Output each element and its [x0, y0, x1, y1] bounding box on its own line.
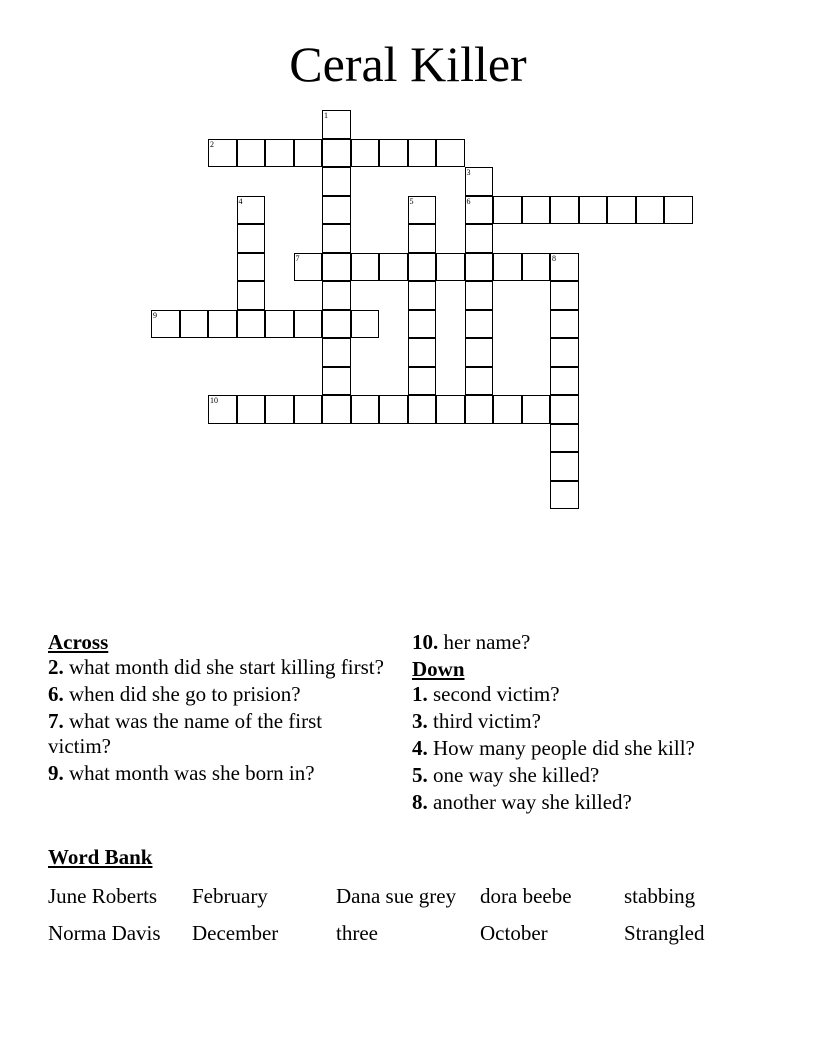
cell-number: 3 [466, 168, 471, 177]
crossword-cell[interactable] [465, 395, 494, 424]
word-bank-word: June Roberts [48, 884, 158, 908]
word-bank-word: Dana sue grey [336, 884, 457, 908]
crossword-cell[interactable] [436, 253, 465, 282]
crossword-cell[interactable] [493, 196, 522, 225]
word-bank-word: Norma Davis [48, 921, 161, 945]
crossword-cell[interactable] [351, 310, 380, 339]
clue-text: what month did she start killing first? [69, 655, 384, 679]
crossword-cell[interactable] [522, 395, 551, 424]
clue-text: another way she killed? [433, 790, 632, 814]
clue-number: 8. [412, 790, 428, 814]
crossword-cell[interactable] [237, 196, 266, 225]
crossword-cell[interactable] [265, 139, 294, 168]
crossword-cell[interactable] [465, 167, 494, 196]
clue-text: one way she killed? [433, 763, 600, 787]
crossword-cell[interactable] [351, 139, 380, 168]
crossword-cell[interactable] [408, 338, 437, 367]
crossword-cell[interactable] [408, 281, 437, 310]
crossword-cell[interactable] [550, 310, 579, 339]
word-bank-word: December [192, 921, 279, 945]
down-heading: Down [412, 657, 465, 681]
across-heading: Across [48, 630, 109, 654]
clue-text: How many people did she kill? [433, 736, 695, 760]
word-bank-word: three [336, 921, 378, 945]
clue-number: 5. [412, 763, 428, 787]
crossword-cell[interactable] [607, 196, 636, 225]
crossword-cell[interactable] [550, 253, 579, 282]
crossword-cell[interactable] [237, 224, 266, 253]
crossword-cell[interactable] [237, 310, 266, 339]
crossword-cell[interactable] [322, 338, 351, 367]
clue-number: 6. [48, 682, 64, 706]
crossword-cell[interactable] [322, 253, 351, 282]
word-bank-title: Word Bank [48, 845, 153, 869]
clue-number: 2. [48, 655, 64, 679]
crossword-cell[interactable] [322, 395, 351, 424]
crossword-cell[interactable] [208, 310, 237, 339]
clue-down-3 [412, 709, 782, 734]
crossword-cell[interactable] [294, 395, 323, 424]
crossword-cell[interactable] [322, 281, 351, 310]
puzzle-title: Ceral Killer [289, 36, 527, 92]
clue-number: 10. [412, 630, 439, 654]
crossword-cell[interactable] [379, 139, 408, 168]
clue-number: 7. [48, 709, 64, 733]
crossword-cell[interactable] [237, 253, 266, 282]
cell-number: 1 [324, 111, 328, 120]
clue-across-7 [48, 709, 388, 759]
crossword-cell[interactable] [522, 253, 551, 282]
cell-number: 8 [552, 253, 556, 263]
crossword-cell[interactable] [465, 281, 494, 310]
crossword-cell[interactable] [465, 310, 494, 339]
crossword-cell[interactable] [265, 395, 294, 424]
clue-number: 9. [48, 761, 64, 785]
clue-across-10 [412, 630, 782, 655]
clue-down-4 [412, 736, 782, 761]
crossword-cell[interactable] [408, 224, 437, 253]
crossword-cell[interactable] [493, 395, 522, 424]
crossword-cell[interactable] [436, 139, 465, 168]
crossword-cell[interactable] [436, 395, 465, 424]
clue-down-1 [412, 682, 782, 707]
crossword-cell[interactable] [408, 367, 437, 396]
clue-text: third victim? [433, 709, 541, 733]
across-clues [48, 630, 388, 788]
crossword-cell[interactable] [180, 310, 209, 339]
cell-number: 4 [238, 196, 243, 206]
crossword-cell[interactable] [322, 110, 351, 139]
crossword-cell[interactable] [636, 196, 665, 225]
word-bank-word: Strangled [624, 921, 705, 945]
crossword-cell[interactable] [465, 253, 494, 282]
crossword-cell[interactable] [322, 310, 351, 339]
crossword-cell[interactable] [579, 196, 608, 225]
crossword-cell[interactable] [550, 452, 579, 481]
word-bank-word: October [480, 921, 548, 945]
crossword-cell[interactable] [294, 310, 323, 339]
crossword-cell[interactable] [351, 253, 380, 282]
crossword-cell[interactable] [664, 196, 693, 225]
clue-text: what was the name of the first victim? [48, 709, 323, 758]
clue-across-9 [48, 761, 388, 786]
cell-number: 7 [295, 253, 300, 263]
cell-number: 9 [153, 310, 157, 320]
crossword-cell[interactable] [465, 224, 494, 253]
cell-number: 10 [210, 396, 218, 405]
crossword-cell[interactable] [151, 310, 180, 339]
crossword-cell[interactable] [408, 139, 437, 168]
crossword-cell[interactable] [550, 367, 579, 396]
clue-across-2 [48, 655, 388, 680]
crossword-cell[interactable] [237, 139, 266, 168]
crossword-cell[interactable] [493, 253, 522, 282]
crossword-cell[interactable] [208, 395, 237, 424]
down-clues [412, 630, 782, 817]
crossword-cell[interactable] [322, 367, 351, 396]
crossword-cell[interactable] [322, 224, 351, 253]
crossword-cell[interactable] [550, 338, 579, 367]
crossword-cell[interactable] [550, 395, 579, 424]
clue-number: 3. [412, 709, 428, 733]
clue-text: her name? [443, 630, 531, 654]
crossword-cell[interactable] [465, 367, 494, 396]
crossword-cell[interactable] [522, 196, 551, 225]
crossword-cell[interactable] [322, 139, 351, 168]
crossword-cell[interactable] [322, 196, 351, 225]
clue-number: 4. [412, 736, 428, 760]
clue-down-8 [412, 790, 782, 815]
crossword-cell[interactable] [408, 310, 437, 339]
cell-number: 2 [210, 139, 214, 149]
clue-text: what month was she born in? [69, 761, 315, 785]
crossword-cell[interactable] [294, 139, 323, 168]
crossword-cell[interactable] [322, 167, 351, 196]
clue-down-5 [412, 763, 782, 788]
crossword-cell[interactable] [379, 253, 408, 282]
crossword-cell[interactable] [408, 196, 437, 225]
crossword-cell[interactable] [351, 395, 380, 424]
clue-number: 1. [412, 682, 428, 706]
crossword-cell[interactable] [379, 395, 408, 424]
crossword-cell[interactable] [208, 139, 237, 168]
word-bank-word: stabbing [624, 884, 696, 908]
crossword-cell[interactable] [237, 395, 266, 424]
crossword-cell[interactable] [550, 481, 579, 510]
clue-text: second victim? [433, 682, 560, 706]
crossword-cell[interactable] [237, 281, 266, 310]
clue-text: when did she go to prision? [69, 682, 301, 706]
cell-number: 5 [409, 196, 414, 206]
crossword-cell[interactable] [465, 196, 494, 225]
cell-number: 6 [466, 196, 471, 206]
crossword-cell[interactable] [550, 196, 579, 225]
crossword-cell[interactable] [465, 338, 494, 367]
clue-across-6 [48, 682, 388, 707]
word-bank-word: February [192, 884, 268, 908]
crossword-cell[interactable] [550, 281, 579, 310]
crossword-cell[interactable] [265, 310, 294, 339]
crossword-cell[interactable] [550, 424, 579, 453]
word-bank-word: dora beebe [480, 884, 572, 908]
crossword-cell[interactable] [408, 253, 437, 282]
crossword-cell[interactable] [294, 253, 323, 282]
crossword-cell[interactable] [408, 395, 437, 424]
